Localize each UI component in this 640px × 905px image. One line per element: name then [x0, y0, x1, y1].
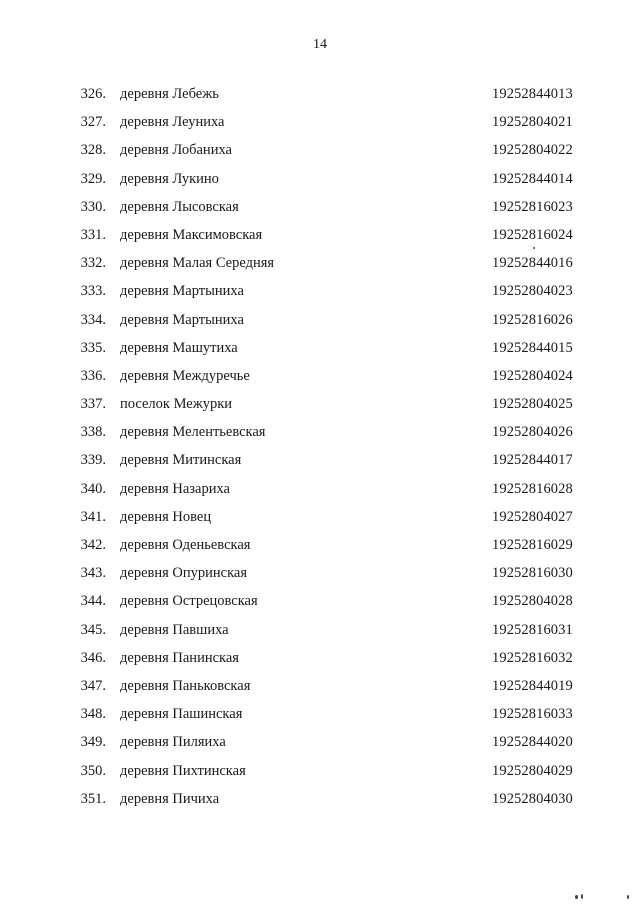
settlement-code: 19252816032: [492, 649, 573, 666]
row-number: 338.: [80, 424, 106, 441]
settlement-name: деревня Острецовская: [120, 593, 258, 610]
settlement-code: 19252816026: [492, 311, 573, 328]
settlement-name: деревня Пиляиха: [120, 734, 226, 751]
list-item: [0, 136, 640, 164]
settlement-name: деревня Мартыниха: [120, 283, 244, 300]
settlement-name: деревня Новец: [120, 508, 212, 525]
settlement-name: деревня Павшиха: [120, 621, 229, 638]
settlement-code: 19252816030: [492, 565, 573, 582]
list-item: [0, 165, 640, 193]
settlement-code: 19252844014: [492, 170, 573, 187]
row-number: 340.: [80, 480, 106, 497]
list-item: [0, 475, 640, 503]
list-item: [0, 757, 640, 785]
row-number: 336.: [80, 367, 106, 384]
row-number: 331.: [80, 226, 106, 243]
settlement-code: 19252844020: [492, 734, 573, 751]
settlement-code: 19252804024: [492, 367, 573, 384]
row-number: 333.: [80, 283, 106, 300]
settlement-code: 19252844016: [492, 255, 573, 272]
row-number: 334.: [80, 311, 106, 328]
row-number: 350.: [80, 762, 106, 779]
row-number: 342.: [80, 537, 106, 553]
settlement-name: деревня Пихтинская: [120, 762, 246, 779]
list-item: [0, 616, 640, 644]
row-number: 326.: [80, 86, 106, 102]
row-number: 335.: [80, 339, 106, 356]
list-item: [0, 334, 640, 362]
settlement-code: 19252804021: [492, 114, 573, 131]
settlement-name: деревня Леуниха: [120, 114, 225, 131]
settlement-name: деревня Малая Середняя: [120, 255, 275, 272]
row-number: 343.: [80, 565, 106, 582]
settlement-name: деревня Машутиха: [120, 339, 238, 356]
row-number: 327.: [80, 114, 106, 131]
settlement-code: 19252804030: [492, 790, 573, 807]
list-item: [0, 531, 640, 559]
row-number: 346.: [80, 649, 106, 666]
settlement-code: 19252804023: [492, 283, 573, 300]
list-item: [0, 785, 640, 813]
settlement-name: деревня Мартыниха: [120, 311, 244, 328]
list-item: [0, 644, 640, 672]
settlement-name: деревня Лебежь: [120, 86, 219, 102]
settlement-code: 19252816033: [492, 706, 573, 723]
row-number: 344.: [80, 593, 106, 610]
list-item: [0, 80, 640, 108]
settlement-name: деревня Мелентьевская: [120, 424, 266, 441]
settlement-code: 19252844015: [492, 339, 573, 356]
list-item: [0, 390, 640, 418]
list-item: [0, 221, 640, 249]
list-item: [0, 306, 640, 334]
row-number: 341.: [80, 508, 106, 525]
settlement-code: 19252816028: [492, 480, 573, 497]
settlement-name: деревня Лысовская: [120, 198, 239, 215]
settlement-name: деревня Пичиха: [120, 790, 220, 807]
settlement-name: поселок Межурки: [120, 396, 233, 413]
settlement-name: деревня Митинская: [120, 452, 242, 469]
settlement-code: 19252844017: [492, 452, 573, 469]
settlement-code: 19252816031: [492, 621, 573, 638]
settlement-name: деревня Междуречье: [120, 367, 250, 384]
row-number: 332.: [80, 255, 106, 272]
settlement-code: 19252816024: [492, 226, 573, 243]
settlement-name: деревня Назариха: [120, 480, 230, 497]
list-item: [0, 418, 640, 446]
settlement-code: 19252804027: [492, 508, 573, 525]
list-item: [0, 503, 640, 531]
settlement-code: 19252844019: [492, 677, 573, 694]
settlement-code: 19252844013: [492, 86, 573, 102]
list-item: [0, 108, 640, 136]
page-number: 14: [313, 37, 327, 52]
settlement-code: 19252804029: [492, 762, 573, 779]
settlement-code: 19252816029: [492, 537, 573, 553]
settlement-name: деревня Опуринская: [120, 565, 248, 582]
settlement-name: деревня Оденьевская: [120, 537, 251, 553]
settlement-list: [0, 80, 640, 813]
settlement-code: 19252804026: [492, 424, 573, 441]
settlement-code: 19252804028: [492, 593, 573, 610]
settlement-name: деревня Лукино: [120, 170, 219, 187]
list-item: [0, 587, 640, 615]
row-number: 330.: [80, 198, 106, 215]
row-number: 345.: [80, 621, 106, 638]
row-number: 351.: [80, 790, 106, 807]
list-item: [0, 249, 640, 277]
scan-speck: [581, 894, 583, 899]
scan-speck: [533, 247, 535, 249]
list-item: [0, 193, 640, 221]
settlement-name: деревня Панинская: [120, 649, 239, 666]
settlement-code: 19252816023: [492, 198, 573, 215]
list-item: [0, 672, 640, 700]
row-number: 349.: [80, 734, 106, 751]
list-item: [0, 700, 640, 728]
settlement-code: 19252804025: [492, 396, 573, 413]
settlement-code: 19252804022: [492, 142, 573, 159]
settlement-name: деревня Лобаниха: [120, 142, 232, 159]
row-number: 329.: [80, 170, 106, 187]
settlement-name: деревня Пашинская: [120, 706, 243, 723]
list-item: [0, 277, 640, 305]
row-number: 348.: [80, 706, 106, 723]
row-number: 339.: [80, 452, 106, 469]
row-number: 347.: [80, 677, 106, 694]
row-number: 328.: [80, 142, 106, 159]
list-item: [0, 559, 640, 587]
row-number: 337.: [80, 396, 106, 413]
list-item: [0, 728, 640, 756]
settlement-name: деревня Максимовская: [120, 226, 263, 243]
scan-speck: [627, 895, 629, 899]
settlement-name: деревня Паньковская: [120, 677, 251, 694]
list-item: [0, 362, 640, 390]
list-item: [0, 446, 640, 474]
scan-speck: [575, 895, 578, 899]
